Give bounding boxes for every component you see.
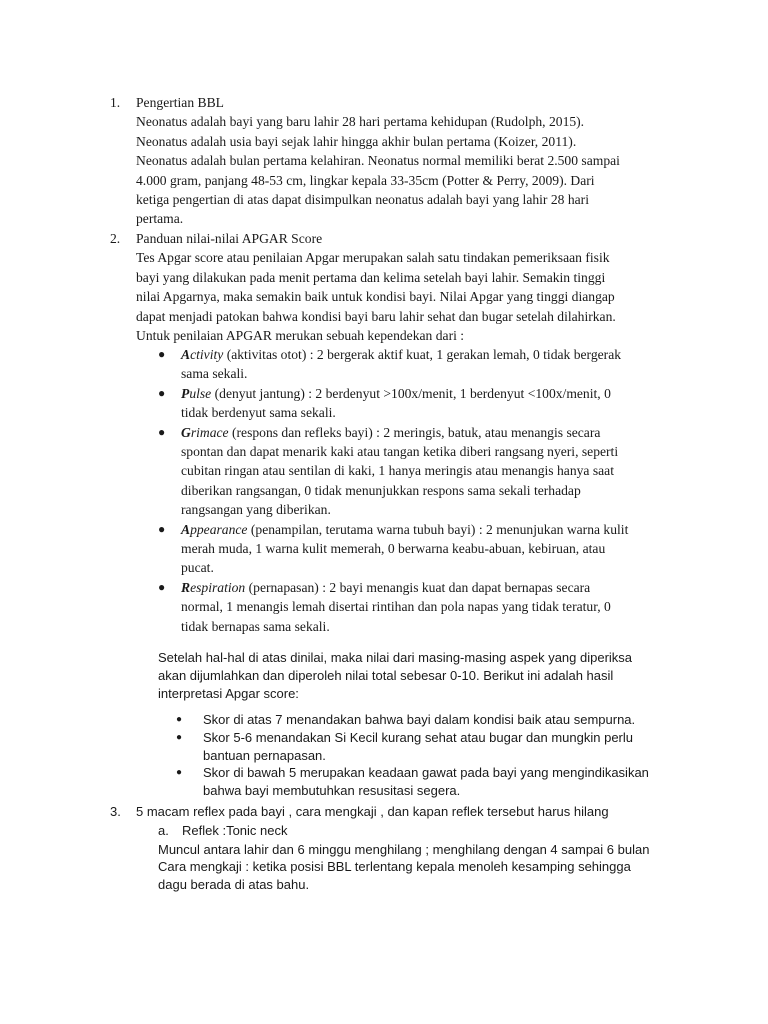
apgar-desc: (penampilan, terutama warna tubuh bayi) : 2 menunjukan warna kulit (247, 521, 629, 537)
body-line: Tes Apgar score atau penilaian Apgar merupakan salah satu tindakan pemeriksaan fisik (136, 250, 610, 266)
score-list (174, 711, 649, 800)
score-text: Skor 5-6 menandakan Si Kecil kurang sehat atau bugar dan mungkin perlu (203, 729, 633, 745)
apgar-desc: (pernapasan) : 2 bayi menangis kuat dan dapat bernapas secara (245, 579, 591, 595)
item-letter: a. (158, 822, 169, 838)
body-line: Neonatus adalah usia bayi sejak lahir hingga akhir bulan pertama (Koizer, 2011). (136, 133, 577, 149)
bullet-icon: ● (158, 385, 166, 400)
bullet-icon: ● (158, 347, 166, 361)
apgar-term: ulse (189, 385, 212, 401)
apgar-letter: A (181, 347, 191, 362)
apgar-term: rimace (190, 424, 229, 440)
section-title: Panduan nilai-nilai APGAR Score (136, 231, 323, 246)
apgar-list (156, 345, 628, 636)
bullet-icon: ● (158, 521, 166, 536)
body-line: nilai Apgarnya, maka semakin baik untuk kondisi bayi. Nilai Apgar yang tinggi diangap (136, 289, 615, 305)
section-number: 3. (110, 804, 121, 819)
apgar-desc: (aktivitas otot) : 2 bergerak aktif kuat, 1 gerakan lemah, 0 tidak bergerak (223, 347, 622, 362)
score-item (174, 729, 649, 765)
section-number: 1. (110, 95, 121, 110)
body-line: Neonatus adalah bulan pertama kelahiran. Neonatus normal memiliki berat 2.500 sampai (136, 153, 620, 169)
apgar-letter: G (181, 424, 191, 440)
section-1-body (136, 112, 620, 228)
apgar-desc: rangsangan yang diberikan. (181, 502, 331, 518)
apgar-term: ctivity (190, 347, 224, 362)
section-number: 2. (110, 231, 121, 246)
bullet-icon: ● (176, 731, 183, 743)
apgar-desc: (denyut jantung) : 2 berdenyut >100x/menit, 1 berdenyut <100x/menit, 0 (211, 385, 611, 401)
score-item (174, 764, 649, 800)
reflex-label: Reflek :Tonic neck (182, 822, 288, 838)
body-line: Setelah hal-hal di atas dinilai, maka nilai dari masing-masing aspek yang diperiksa (158, 650, 633, 665)
body-line: 4.000 gram, panjang 48-53 cm, lingkar kepala 33-35cm (Potter & Perry, 2009). Dari (136, 172, 595, 188)
score-text: Skor di atas 7 menandakan bahwa bayi dalam kondisi baik atau sempurna. (203, 712, 636, 727)
body-line: Muncul antara lahir dan 6 minggu menghilang ; menghilang dengan 4 sampai 6 bulan (158, 841, 650, 857)
interpretation-intro (158, 649, 632, 702)
body-line: bayi yang dilakukan pada menit pertama dan kelima setelah bayi lahir. Semakin tinggi (136, 269, 606, 285)
body-line: Neonatus adalah bayi yang baru lahir 28 hari pertama kehidupan (Rudolph, 2015). (136, 114, 585, 130)
reflex-a-body (158, 841, 649, 894)
apgar-item-pulse (156, 384, 628, 423)
apgar-letter: P (181, 385, 190, 401)
bullet-icon: ● (158, 424, 166, 439)
apgar-desc: sama sekali. (181, 366, 248, 382)
apgar-item-activity (156, 345, 628, 384)
apgar-desc: tidak berdenyut sama sekali. (181, 405, 336, 421)
apgar-desc: spontan dan dapat menarik kaki atau tangan ketika diberi rangsang nyeri, seperti (181, 444, 619, 460)
apgar-term: espiration (190, 579, 246, 595)
apgar-desc: tidak bernapas sama sekali. (181, 618, 330, 634)
apgar-desc: pucat. (181, 560, 214, 576)
apgar-letter: A (181, 521, 191, 537)
score-text: Skor di bawah 5 merupakan keadaan gawat pada bayi yang mengindikasikan (203, 765, 649, 781)
body-line: Untuk penilaian APGAR merukan sebuah kependekan dari : (136, 328, 465, 344)
body-line: ketiga pengertian di atas dapat disimpulkan neonatus adalah bayi yang lahir 28 hari (136, 192, 589, 208)
body-line: pertama. (136, 211, 184, 227)
apgar-desc: normal, 1 menangis lemah disertai rintihan dan pola napas yang tidak teratur, 0 (181, 599, 611, 615)
body-line: dapat menjadi patokan bahwa kondisi bayi baru lahir sehat dan bugar setelah dilahirkan. (136, 308, 616, 324)
apgar-desc: cubitan ringan atau sentilan di kaki, 1 hanya meringis atau menangis hanya saat (181, 463, 614, 479)
body-line: Cara mengkaji : ketika posisi BBL terlentang kepala menoleh kesamping sehingga (158, 859, 631, 875)
score-item (174, 711, 649, 729)
apgar-term: ppearance (190, 521, 248, 537)
body-line: akan dijumlahkan dan diperoleh nilai total sebesar 0-10. Berikut ini adalah hasil (158, 667, 614, 683)
body-line: dagu berada di atas bahu. (158, 877, 310, 893)
bullet-icon: ● (158, 579, 166, 594)
section-title: Pengertian BBL (136, 95, 224, 110)
section-2-intro (136, 248, 616, 345)
apgar-desc: (respons dan refleks bayi) : 2 meringis, batuk, atau menangis secara (228, 424, 601, 440)
apgar-item-grimace (156, 423, 628, 520)
apgar-item-appearance (156, 520, 628, 578)
score-text: bantuan pernapasan. (203, 747, 326, 763)
bullet-icon: ● (176, 714, 183, 725)
body-line: interpretasi Apgar score: (158, 685, 299, 701)
score-text: bahwa bayi membutuhkan resusitasi segera. (203, 783, 461, 799)
apgar-desc: diberikan rangsangan, 0 tidak menunjukkan respons sama sekali terhadap (181, 482, 581, 498)
section-title: 5 macam reflex pada bayi , cara mengkaji , dan kapan reflek tersebut harus hilang (136, 804, 609, 819)
reflex-item-a (158, 822, 288, 840)
bullet-icon: ● (176, 767, 183, 779)
apgar-letter: R (181, 579, 191, 595)
apgar-desc: merah muda, 1 warna kulit memerah, 0 berwarna keabu-abuan, kebiruan, atau (181, 541, 606, 557)
apgar-item-respiration (156, 578, 628, 636)
